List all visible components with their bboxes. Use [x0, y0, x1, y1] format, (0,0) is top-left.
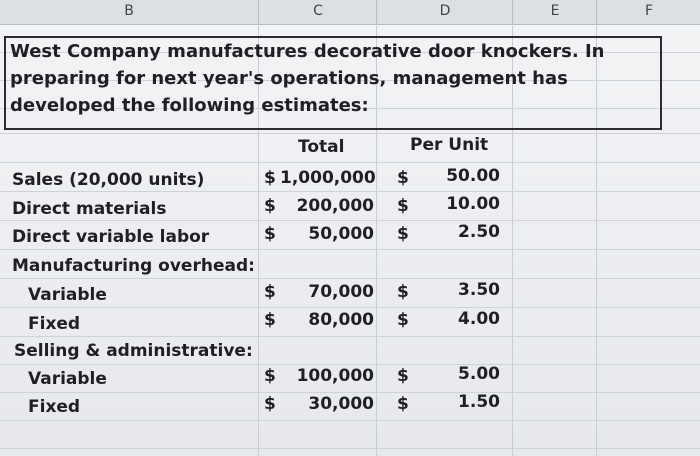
- per-unit-direct-labor[interactable]: 2.50: [458, 222, 500, 242]
- per-unit-sales[interactable]: 50.00: [446, 166, 500, 186]
- column-header-d[interactable]: D: [376, 0, 513, 24]
- dollar-sign: $: [397, 310, 409, 330]
- intro-text[interactable]: West Company manufactures decorative door knockers. In preparing for next year's operations, management has developed the following estimates:: [10, 41, 605, 116]
- row-label-sa-variable[interactable]: Variable: [28, 369, 107, 389]
- per-unit-direct-materials[interactable]: 10.00: [446, 194, 500, 214]
- column-header-c[interactable]: C: [258, 0, 377, 24]
- row-label-mo-variable[interactable]: Variable: [28, 285, 107, 305]
- column-header-b[interactable]: B: [124, 3, 134, 19]
- dollar-sign: $: [397, 366, 409, 386]
- row-label-manufacturing-overhead[interactable]: Manufacturing overhead:: [12, 256, 255, 276]
- per-unit-header[interactable]: Per Unit: [410, 135, 489, 155]
- total-mo-variable[interactable]: 70,000: [308, 282, 374, 302]
- total-direct-labor[interactable]: 50,000: [308, 224, 374, 244]
- dollar-sign: $: [264, 196, 276, 216]
- dollar-sign: $: [264, 310, 276, 330]
- total-sa-variable[interactable]: 100,000: [296, 366, 374, 386]
- per-unit-mo-fixed[interactable]: 4.00: [458, 309, 500, 329]
- per-unit-sa-fixed[interactable]: 1.50: [458, 392, 500, 412]
- column-header-e[interactable]: E: [512, 0, 597, 24]
- dollar-sign: $: [397, 196, 409, 216]
- per-unit-mo-variable[interactable]: 3.50: [458, 280, 500, 300]
- dollar-sign: $: [264, 366, 276, 386]
- dollar-sign: $: [264, 282, 276, 302]
- row-label-direct-materials[interactable]: Direct materials: [12, 199, 167, 219]
- dollar-sign: $: [397, 394, 409, 414]
- total-header[interactable]: Total: [298, 137, 345, 157]
- column-header-f[interactable]: F: [596, 0, 700, 24]
- dollar-sign: $: [397, 282, 409, 302]
- per-unit-sa-variable[interactable]: 5.00: [458, 364, 500, 384]
- row-label-selling-admin[interactable]: Selling & administrative:: [14, 341, 253, 361]
- total-mo-fixed[interactable]: 80,000: [308, 310, 374, 330]
- row-label-mo-fixed[interactable]: Fixed: [28, 314, 81, 334]
- row-label-sales[interactable]: Sales (20,000 units): [12, 170, 205, 190]
- column-header-bar: [0, 0, 700, 25]
- row-label-direct-labor[interactable]: Direct variable labor: [12, 227, 210, 247]
- dollar-sign: $: [264, 394, 276, 414]
- row-label-sa-fixed[interactable]: Fixed: [28, 397, 81, 417]
- total-sa-fixed[interactable]: 30,000: [308, 394, 374, 414]
- dollar-sign: $: [264, 224, 276, 244]
- dollar-sign: $: [397, 168, 409, 188]
- total-sales[interactable]: 1,000,000: [280, 168, 376, 188]
- dollar-sign: $: [397, 224, 409, 244]
- dollar-sign: $: [264, 168, 276, 188]
- total-direct-materials[interactable]: 200,000: [296, 196, 374, 216]
